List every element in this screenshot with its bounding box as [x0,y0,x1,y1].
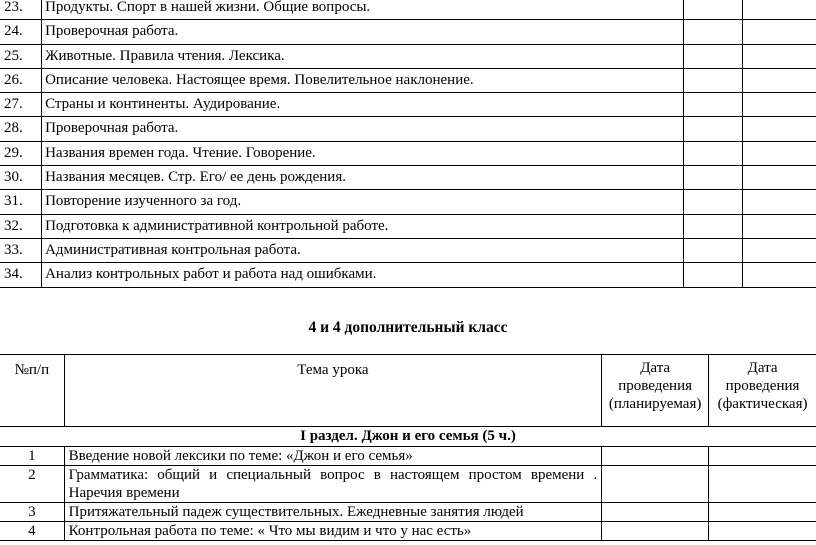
date-actual-cell[interactable] [742,0,816,20]
header-date-planned: Дата проведения (планируемая) [602,355,709,427]
date-actual-cell[interactable] [742,263,816,287]
header-date-actual: Дата проведения (фактическая) [709,355,816,427]
lesson-number: 3 [0,503,64,522]
lesson-topic: Животные. Правила чтения. Лексика. [42,44,684,68]
date-planned-cell[interactable] [602,503,709,522]
lesson-number: 33. [0,238,42,262]
date-actual-cell[interactable] [742,117,816,141]
table-row [0,68,816,92]
date-planned-cell[interactable] [602,466,709,503]
table-row [0,214,816,238]
date-planned-cell[interactable] [683,214,742,238]
date-actual-cell[interactable] [742,141,816,165]
table-row [0,466,816,503]
date-actual-cell[interactable] [709,447,816,466]
lesson-topic: Проверочная работа. [42,20,684,44]
lesson-topic: Введение новой лексики по теме: «Джон и его семья» [64,447,602,466]
section-heading: I раздел. Джон и его семья (5 ч.) [0,427,816,447]
lesson-number: 1 [0,447,64,466]
lesson-topic: Подготовка к административной контрольной работе. [42,214,684,238]
table-row [0,522,816,541]
date-actual-cell[interactable] [742,68,816,92]
section-row [0,427,816,447]
date-planned-cell[interactable] [683,20,742,44]
date-planned-cell[interactable] [683,44,742,68]
table-row [0,238,816,262]
table-row [0,0,816,20]
lesson-topic: Описание человека. Настоящее время. Повелительное наклонение. [42,68,684,92]
table-row [0,503,816,522]
lesson-number: 28. [0,117,42,141]
lesson-number: 4 [0,522,64,541]
date-actual-cell[interactable] [742,93,816,117]
date-planned-cell[interactable] [683,263,742,287]
date-planned-cell[interactable] [683,117,742,141]
date-actual-cell[interactable] [742,166,816,190]
lesson-topic: Притяжательный падеж существительных. Ежедневные занятия людей [64,503,602,522]
date-planned-cell[interactable] [602,522,709,541]
table-row [0,93,816,117]
header-number: №п/п [0,355,64,427]
table-row [0,447,816,466]
table-row [0,263,816,287]
date-planned-cell[interactable] [602,447,709,466]
lesson-plan-table-grade4 [0,354,816,541]
lesson-number: 30. [0,166,42,190]
lesson-topic: Страны и континенты. Аудирование. [42,93,684,117]
date-planned-cell[interactable] [683,190,742,214]
date-planned-cell[interactable] [683,68,742,92]
date-actual-cell[interactable] [742,214,816,238]
date-planned-cell[interactable] [683,166,742,190]
date-actual-cell[interactable] [709,503,816,522]
lesson-number: 34. [0,263,42,287]
date-planned-cell[interactable] [683,0,742,20]
lesson-topic: Грамматика: общий и специальный вопрос в настоящем простом времени . Наречия времени [64,466,602,503]
date-actual-cell[interactable] [709,466,816,503]
lesson-topic: Повторение изученного за год. [42,190,684,214]
table-row [0,141,816,165]
lesson-topic: Анализ контрольных работ и работа над ошибками. [42,263,684,287]
lesson-number: 26. [0,68,42,92]
table-row [0,44,816,68]
lesson-number: 23. [0,0,42,20]
lesson-topic: Проверочная работа. [42,117,684,141]
date-planned-cell[interactable] [683,238,742,262]
lesson-topic: Названия месяцев. Стр. Его/ ее день рождения. [42,166,684,190]
date-actual-cell[interactable] [742,44,816,68]
class-section-title: 4 и 4 дополнительный класс [308,319,508,336]
lesson-number: 25. [0,44,42,68]
date-planned-cell[interactable] [683,93,742,117]
table-header-row [0,355,816,427]
date-actual-cell[interactable] [742,20,816,44]
date-actual-cell[interactable] [742,190,816,214]
date-planned-cell[interactable] [683,141,742,165]
header-topic: Тема урока [64,355,602,427]
table-row [0,117,816,141]
lesson-topic: Контрольная работа по теме: « Что мы видим и что у нас есть» [64,522,602,541]
date-actual-cell[interactable] [742,238,816,262]
lesson-number: 31. [0,190,42,214]
lesson-number: 29. [0,141,42,165]
table-row [0,166,816,190]
date-actual-cell[interactable] [709,522,816,541]
lesson-topic: Административная контрольная работа. [42,238,684,262]
lesson-number: 2 [0,466,64,503]
table-row [0,190,816,214]
lesson-number: 32. [0,214,42,238]
lesson-topic: Названия времен года. Чтение. Говорение. [42,141,684,165]
table-row [0,20,816,44]
lesson-number: 27. [0,93,42,117]
lesson-topic: Продукты. Спорт в нашей жизни. Общие вопросы. [42,0,684,20]
lesson-number: 24. [0,20,42,44]
